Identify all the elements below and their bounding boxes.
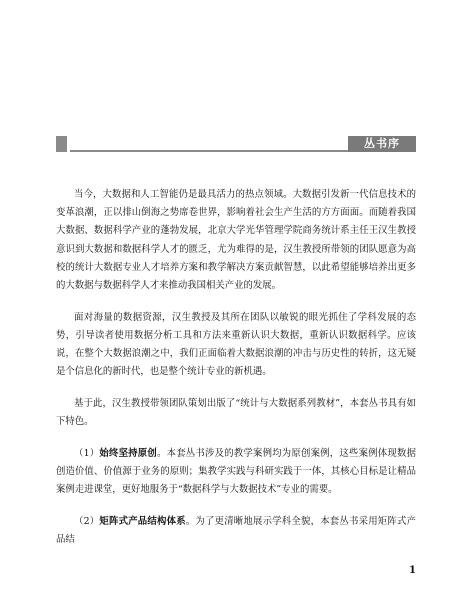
paragraph-feature-1 xyxy=(56,445,416,500)
feature-2-text: 。为了更清晰地展示学科全貌，本套丛书采用矩阵式产品结 xyxy=(56,516,416,546)
paragraph-feature-2 xyxy=(56,513,416,549)
feature-1-text: 。本套丛书涉及的教学案例均为原创案例，这些案例体现数据创造价值、价值源于业务的原则；集教学实践与科研实践于一体，其核心目标是让精品案例走进课堂，更好地服务于“数据科学与大数据技术”专业的需要。 xyxy=(56,447,416,496)
section-title: 丛书序 xyxy=(364,137,400,150)
page-body xyxy=(56,186,416,563)
feature-2-title: 矩阵式产品结构体系 xyxy=(99,516,186,528)
paragraph-opportunity: 面对海量的数据资源，汉生教授及其所在团队以敏锐的眼光抓住了学科发展的态势，引导读者使用数据分析工具和方法来重新认识大数据，重新认识数据科学。应该说，在整个大数据浪潮之中，我们正面临着大数据浪潮的冲击与历史性的转折，这无疑是个信息化的新时代，也是整个统计专业的新机遇。 xyxy=(56,311,416,378)
page-number: 1 xyxy=(409,565,416,576)
feature-1-title: 始终坚持原创 xyxy=(99,447,157,459)
paragraph-series: 基于此，汉生教授带领团队策划出版了“统计与大数据系列教材”，本套丛书具有如下特色。 xyxy=(56,398,416,428)
feature-1-number: （1） xyxy=(74,447,100,459)
feature-2-number: （2） xyxy=(74,516,100,528)
section-header xyxy=(56,136,416,152)
header-marker-block xyxy=(56,136,67,152)
paragraph-intro: 当今，大数据和人工智能仍是最具活力的热点领域。大数据引发新一代信息技术的变革浪潮，正以排山倒海之势席卷世界，影响着社会生产生活的方方面面。而随着我国大数据、数据科学产业的蓬勃发展，北京大学光华管理学院商务统计系主任王汉生教授意识到大数据和数据科学人才的匮乏，尤为难得的是，汉生教授所带领的团队愿意为高校的统计大数据专业人才培养方案和教学解决方案贡献智慧，以此希望能够培养出更多的大数据与数据科学人才来推动我国相关产业的发展。 xyxy=(56,189,416,292)
